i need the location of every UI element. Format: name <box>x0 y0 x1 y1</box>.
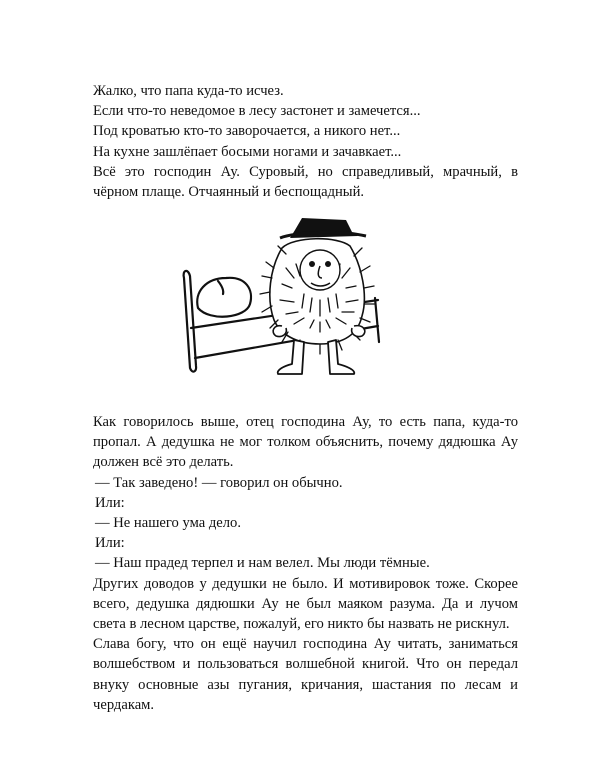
dialogue-line: Или: <box>95 494 125 511</box>
paragraph: Всё это господин Ау. Суровый, но справедливый, мрачный, в чёрном плаще. Отчаянный и беспощадный. <box>93 163 518 201</box>
dialogue-line: — Так заведено! — говорил он обычно. <box>95 474 343 491</box>
paragraph: Слава богу, что он ещё научил господина Ау читать, заниматься волшебством и пользоваться волшебной книгой. Что он передал внуку основные азы пугания, кричания, шастания по лесам и чердакам. <box>93 636 518 713</box>
paragraph: Жалко, что папа куда-то исчез. <box>93 83 284 99</box>
paragraph: Под кроватью кто-то заворочается, а никого нет... <box>93 123 401 140</box>
text-block-bottom <box>93 412 518 715</box>
dialogue-line: Или: <box>95 535 125 552</box>
paragraph: Как говорилось выше, отец господина Ау, то есть папа, куда-то пропал. А дедушка не мог толком объяснить, почему дядюшка Ау должен всё это делать. <box>93 414 518 471</box>
dialogue-line: — Не нашего ума дело. <box>95 515 241 532</box>
text-block-top <box>93 81 518 202</box>
character-mister-au <box>260 218 374 374</box>
illustration-mister-au-on-bed <box>170 208 395 383</box>
paragraph: На кухне зашлёпает босыми ногами и зачавкает... <box>93 143 402 160</box>
dialogue-line: — Наш прадед терпел и нам велел. Мы люди тёмные. <box>95 555 430 572</box>
paragraph: Других доводов у дедушки не было. И мотивировок тоже. Скорее всего, дедушка дядюшки Ау не был маяком разума. Да и лучом света в лесном царстве, пожалуй, его никто бы назвать не рискнул. <box>93 575 518 633</box>
paragraph: Если что-то неведомое в лесу застонет и замечется... <box>93 103 421 120</box>
